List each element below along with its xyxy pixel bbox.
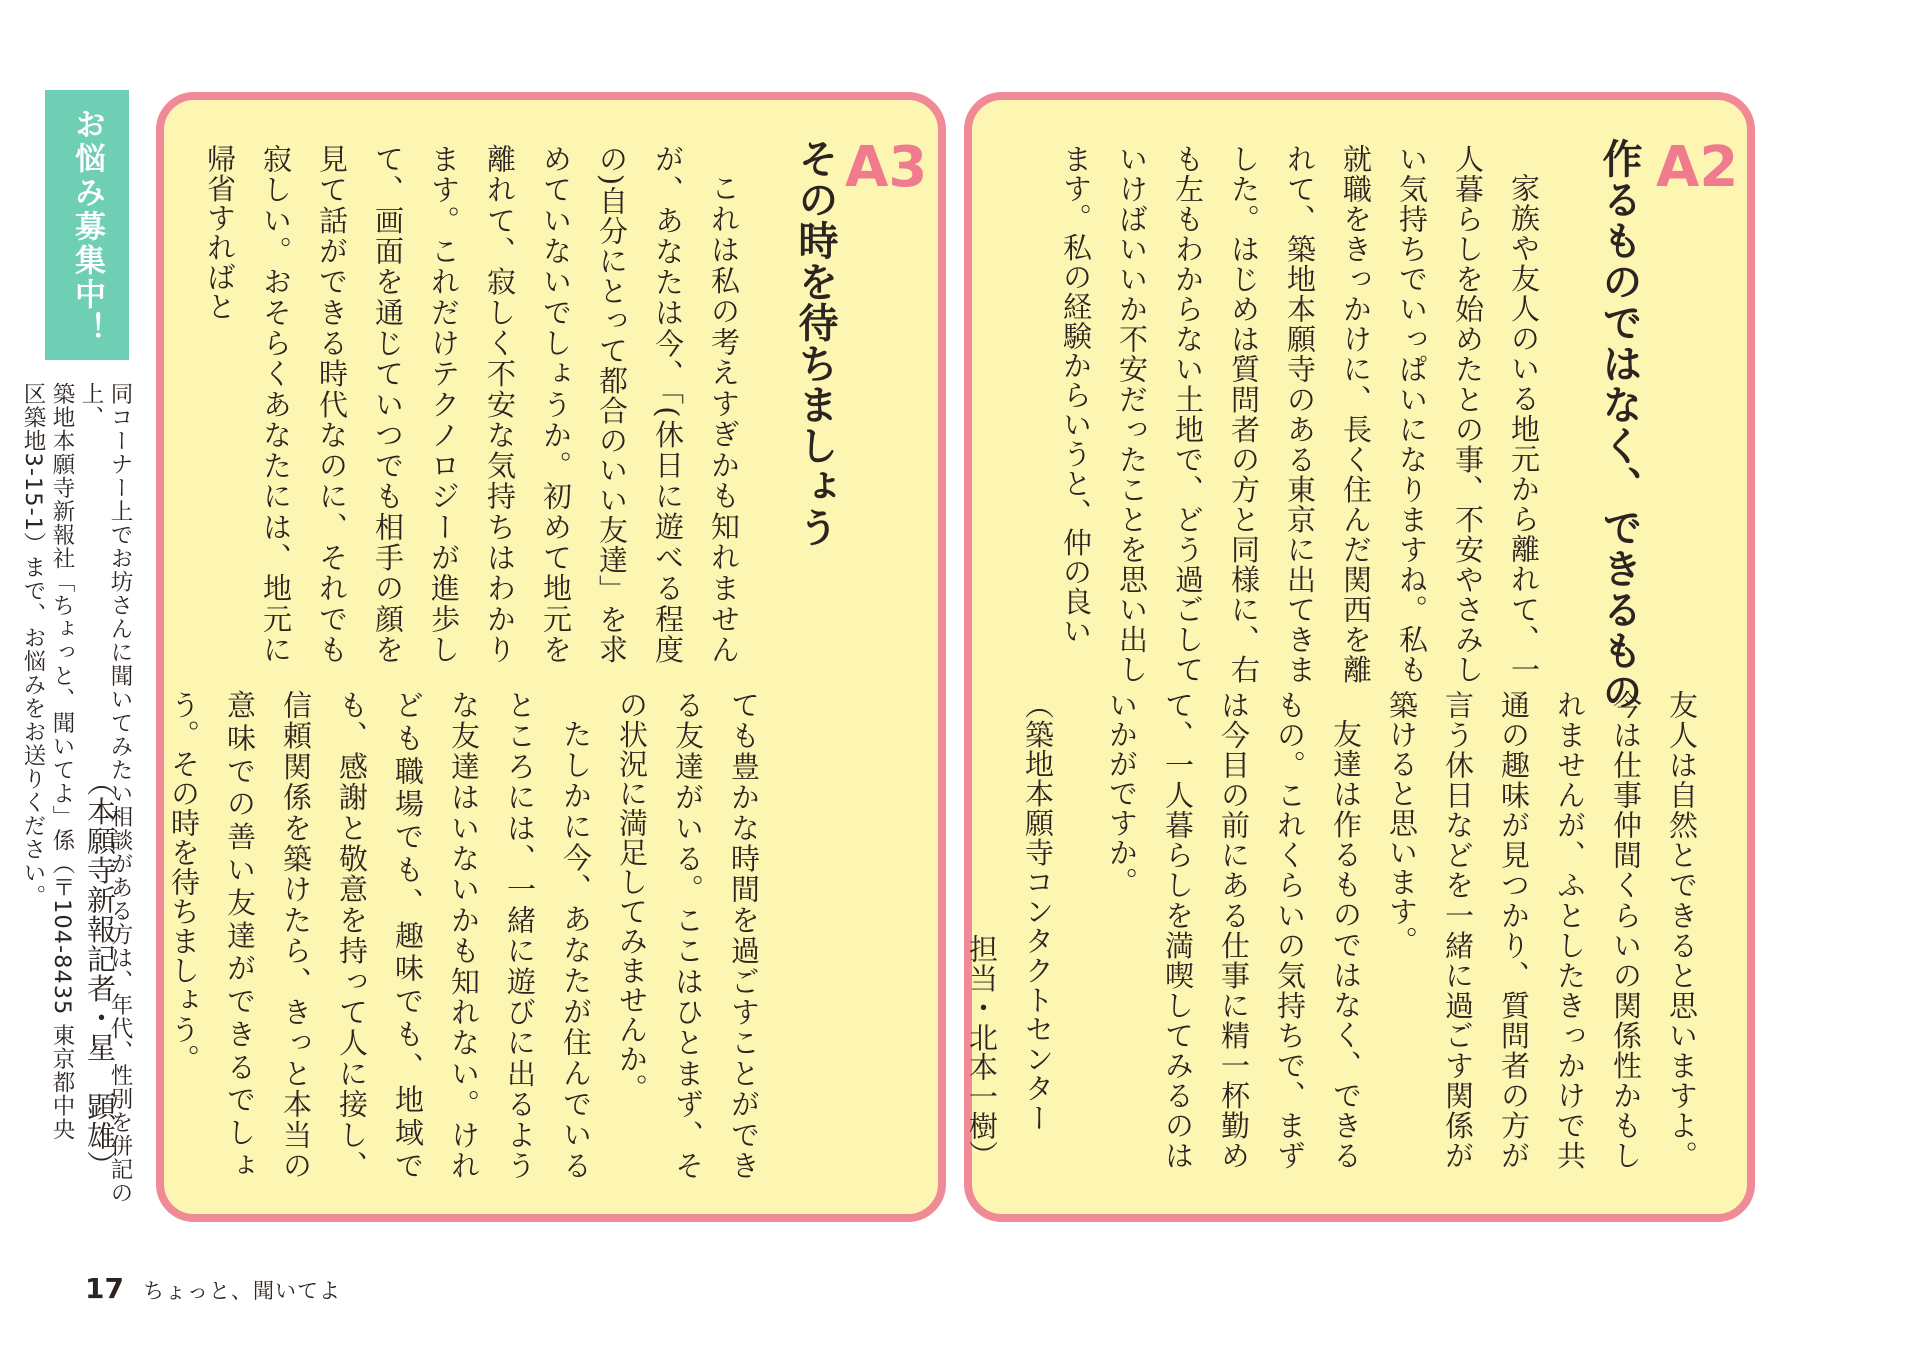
page-footer [85,1272,341,1305]
page-number: 17 [85,1272,124,1305]
paragraph: 家族や友人のいる地元から離れて、一人暮らしを始めたとの事、不安やさみしい気持ちでいっぱいになりますね。私も就職をきっかけに、長く住んだ関西を離れて、築地本願寺のある東京に出てきました。はじめは質問者の方と同様に、右も左もわからない土地で、どう過ごしていけばいいか不安だったことを思い出します。私の経験からいうと、仲の良い [1059,144,1541,685]
answer-a3-badge: A3 [845,135,928,200]
answer-a3-body-top [196,144,752,664]
answer-a2-badge: A2 [1656,135,1739,200]
answer-a3-credit: （本願寺新報記者・星 顕雄） [83,767,117,1180]
recruitment-tab-label: お悩み募集中！ [69,108,105,346]
column-title: ちょっと、聞いてよ [143,1279,342,1303]
paragraph: これは私の考えすぎかも知れませんが、あなたは今、「(休日に遊べる程度の)自分にとって都合のいい友達」を求めていないでしょうか。初めて地元を離れて、寂しく不安な気持ちはわかります。これだけテクノロジーが進歩して、画面を通じていつでも相手の顔を見て話ができる時代なのに、それでも寂しい。おそらくあなたには、地元に帰省すればと [203,144,741,664]
answer-a2-body-bottom [965,690,1710,1170]
answer-a2-panel [964,92,1755,1222]
paragraph: 友人は自然とできると思いますよ。今は仕事仲間くらいの関係性かもしれませんが、ふとしたきっかけで共通の趣味が見つかり、質問者の方が言う休日などを一緒に過ごす関係が築けると思います。 [1385,690,1699,1170]
answer-a3-heading: その時を待ちましょう [792,138,839,548]
submission-note-line: 同コーナー上でお坊さんに聞いてみたい相談がある方は、年代、性別を併記の上、 [78,382,133,1205]
paragraph: たしかに今、あなたが住んでいるところには、一緒に遊びに出るような友達はいないかも知れない。けれども職場でも、趣味でも、地域でも、感謝と敬意を持って人に接し、信頼関係を築けたら、きっと本当の意味での善い友達ができるでしょう。その時を待ちましょう。 [167,690,593,1181]
answer-a2-credit-name: 担当・北本一樹） [965,934,999,1170]
answer-a2-body-top [992,144,1552,684]
paragraph: ても豊かな時間を過ごすことができる友達がいる。ここはひとまず、その状況に満足してみませんか。 [615,690,761,1180]
answer-a2-credit-org: （築地本願寺コンタクトセンター [1021,690,1055,1133]
recruitment-tab [45,90,129,360]
answer-a2-heading: 作るものではなく、できるもの [1596,138,1643,712]
submission-note-line: 区築地3-15-1）まで、お悩みをお送りください。 [20,382,46,908]
paragraph: 友達は作るものではなく、できるもの。これくらいの気持ちで、まずは今目の前にある仕事に精一杯勤めて、一人暮らしを満喫してみるのはいかがですか。 [1105,690,1363,1170]
submission-note-line: 築地本願寺新報社「ちょっと、聞いてよ」係（〒104-8435 東京都中央 [49,382,75,1141]
